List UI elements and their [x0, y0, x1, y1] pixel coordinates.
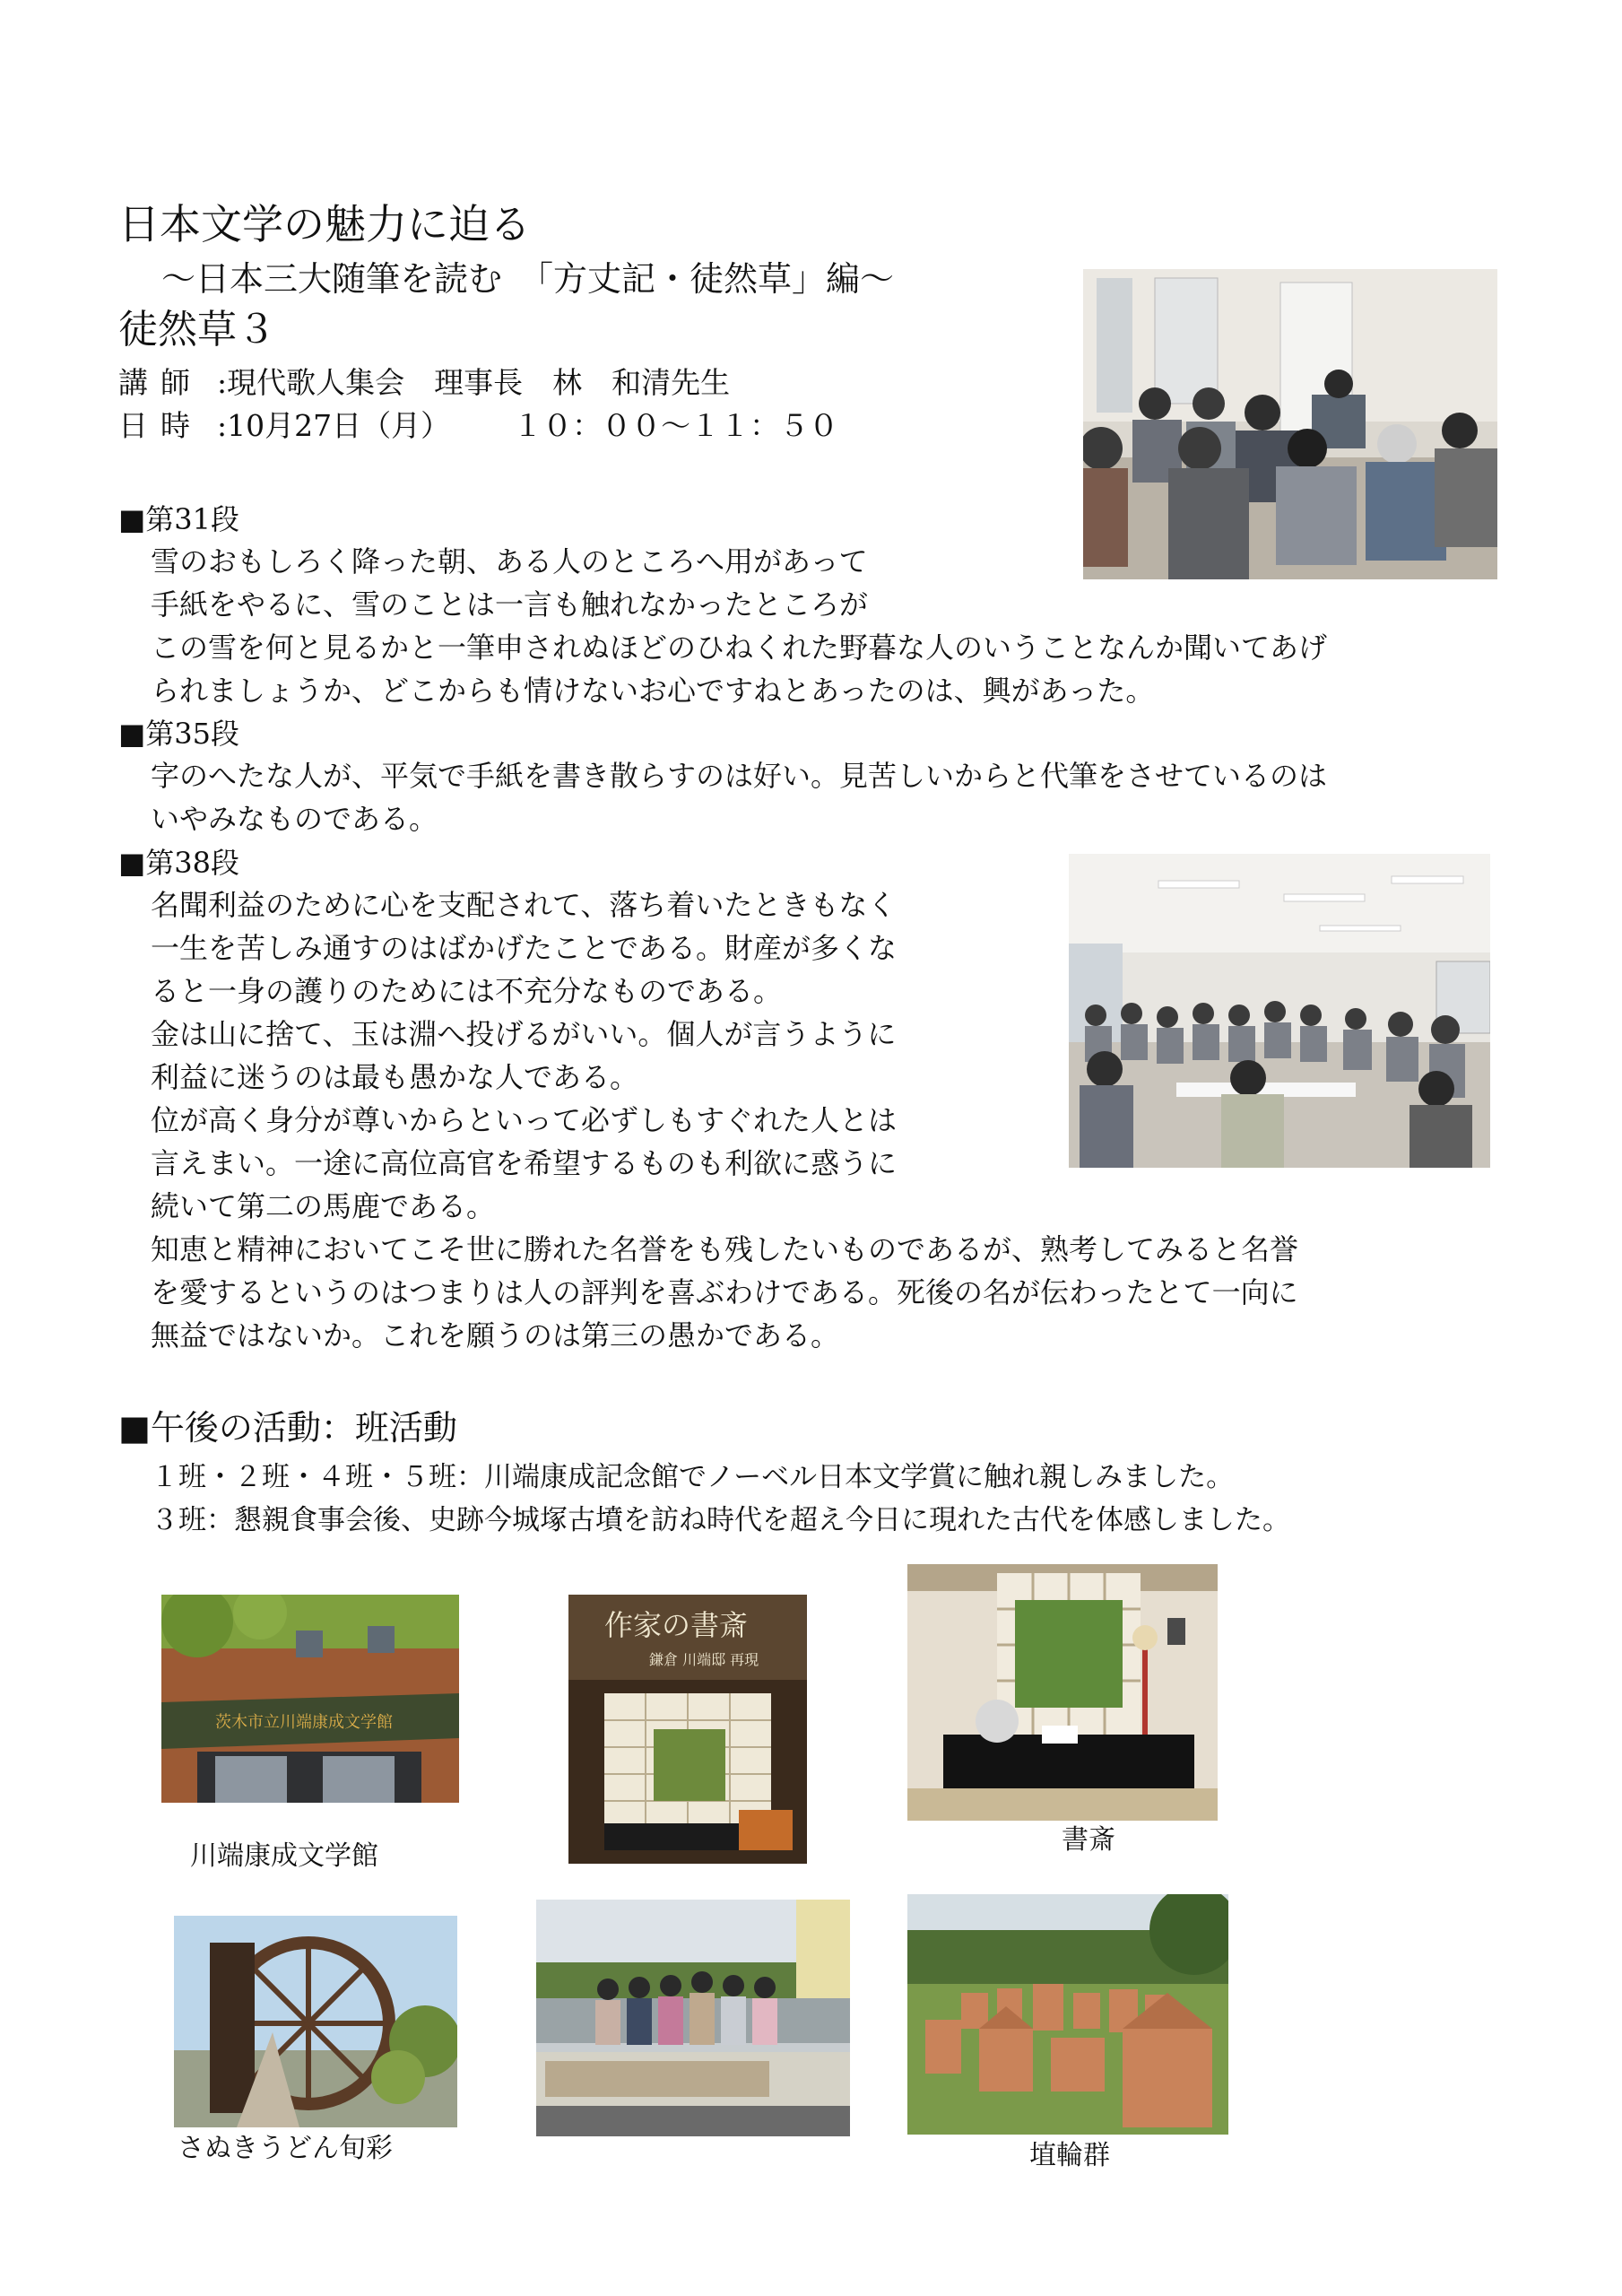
afternoon-line: ３班：懇親食事会後、史跡今城塚古墳を訪ね時代を超え今日に現れた古代を体感しました。 [151, 1504, 1290, 1536]
text-line: 字のへたな人が、平気で手紙を書き散らすのは好い。見苦しいからと代筆をさせているのは [151, 759, 1328, 793]
haniwa-photo [907, 1894, 1228, 2135]
museum-sign-text: 茨木市立川端康成文学館 [215, 1713, 393, 1732]
text-line: 無益ではないか。これを願うのは第三の愚かである。 [151, 1318, 840, 1352]
datetime-line [118, 405, 838, 447]
udon-photo [174, 1916, 457, 2127]
study-banner-sub: 鎌倉 川端邸 再現 [649, 1651, 759, 1668]
text-line: 知恵と精神においてこそ世に勝れた名誉をも残したいものであるが、熟考してみると名誉 [151, 1232, 1299, 1266]
text-line: 金は山に捨て、玉は淵へ投げるがいい。個人が言うように [151, 1017, 897, 1051]
caption-udon: さぬきうどん旬彩 [178, 2133, 393, 2164]
text-line: 利益に迷うのは最も愚かな人である。 [151, 1060, 639, 1094]
group-photo [536, 1900, 850, 2136]
caption-museum: 川端康成文学館 [190, 1840, 378, 1872]
study-banner-photo [568, 1595, 807, 1864]
text-line: ると一身の護りのためには不充分なものである。 [151, 974, 783, 1008]
text-line: 位が高く身分が尊いからといって必ずしもすぐれた人とは [151, 1103, 898, 1137]
afternoon-subtitle: ：班活動 [320, 1408, 457, 1448]
datetime-time: １０：００～１１：５０ [513, 408, 839, 443]
text-line: 一生を苦しみ通すのはばかげたことである。財産が多くな [151, 931, 898, 965]
datetime-label: 日時 [118, 408, 203, 443]
lecturer-label: 講師 [118, 365, 203, 400]
colon: : [217, 408, 228, 443]
text-line: この雪を何と見るかと一筆申されぬほどのひねくれた野暮な人のいうことなんか聞いてあげ [151, 631, 1328, 665]
afternoon-heading [118, 1405, 457, 1451]
colon: : [217, 365, 228, 400]
section-title: 徒然草３ [118, 307, 276, 352]
afternoon-title: ■午後の活動 [118, 1408, 321, 1448]
study-room-photo [907, 1564, 1218, 1821]
text-line: 言えまい。一途に高位高官を希望するものも利欲に惑うに [151, 1146, 898, 1180]
caption-haniwa: 埴輪群 [1029, 2140, 1110, 2171]
section-heading: ■第35段 [118, 717, 239, 751]
page-title: 日本文学の魅力に迫る [118, 200, 531, 248]
caption-study: 書斎 [1062, 1824, 1115, 1856]
text-line: 続いて第二の馬鹿である。 [151, 1189, 496, 1223]
text-line: を愛するというのはつまりは人の評判を喜ぶわけである。死後の名が伝わったとて一向に [151, 1275, 1298, 1309]
text-line: 名聞利益のために心を支配されて、落ち着いたときもなく [151, 888, 897, 922]
section-heading: ■第38段 [118, 846, 239, 880]
lecturer-value: 現代歌人集会 理事長 林 和清先生 [227, 365, 731, 400]
page-subtitle: ～日本三大随筆を読む 「方丈記・徒然草」編～ [161, 259, 895, 299]
lecture-hall-photo [1069, 854, 1490, 1168]
datetime-date: 10月27日（月） [227, 408, 451, 443]
lecture-photo [1083, 269, 1497, 579]
text-line: 雪のおもしろく降った朝、ある人のところへ用があって [151, 544, 868, 578]
section-heading: ■第31段 [118, 502, 239, 536]
text-line: いやみなものである。 [151, 802, 438, 836]
section-body [151, 754, 1327, 840]
text-line: られましょうか、どこからも情けないお心ですねとあったのは、興があった。 [151, 674, 1155, 708]
study-banner-title: 作家の書斎 [604, 1608, 749, 1642]
museum-photo [161, 1595, 459, 1803]
afternoon-line: １班・２班・４班・５班：川端康成記念館でノーベル日本文学賞に触れ親しみました。 [151, 1461, 1235, 1493]
lecturer-line [118, 362, 730, 404]
text-line: 手紙をやるに、雪のことは一言も触れなかったところが [151, 587, 869, 622]
